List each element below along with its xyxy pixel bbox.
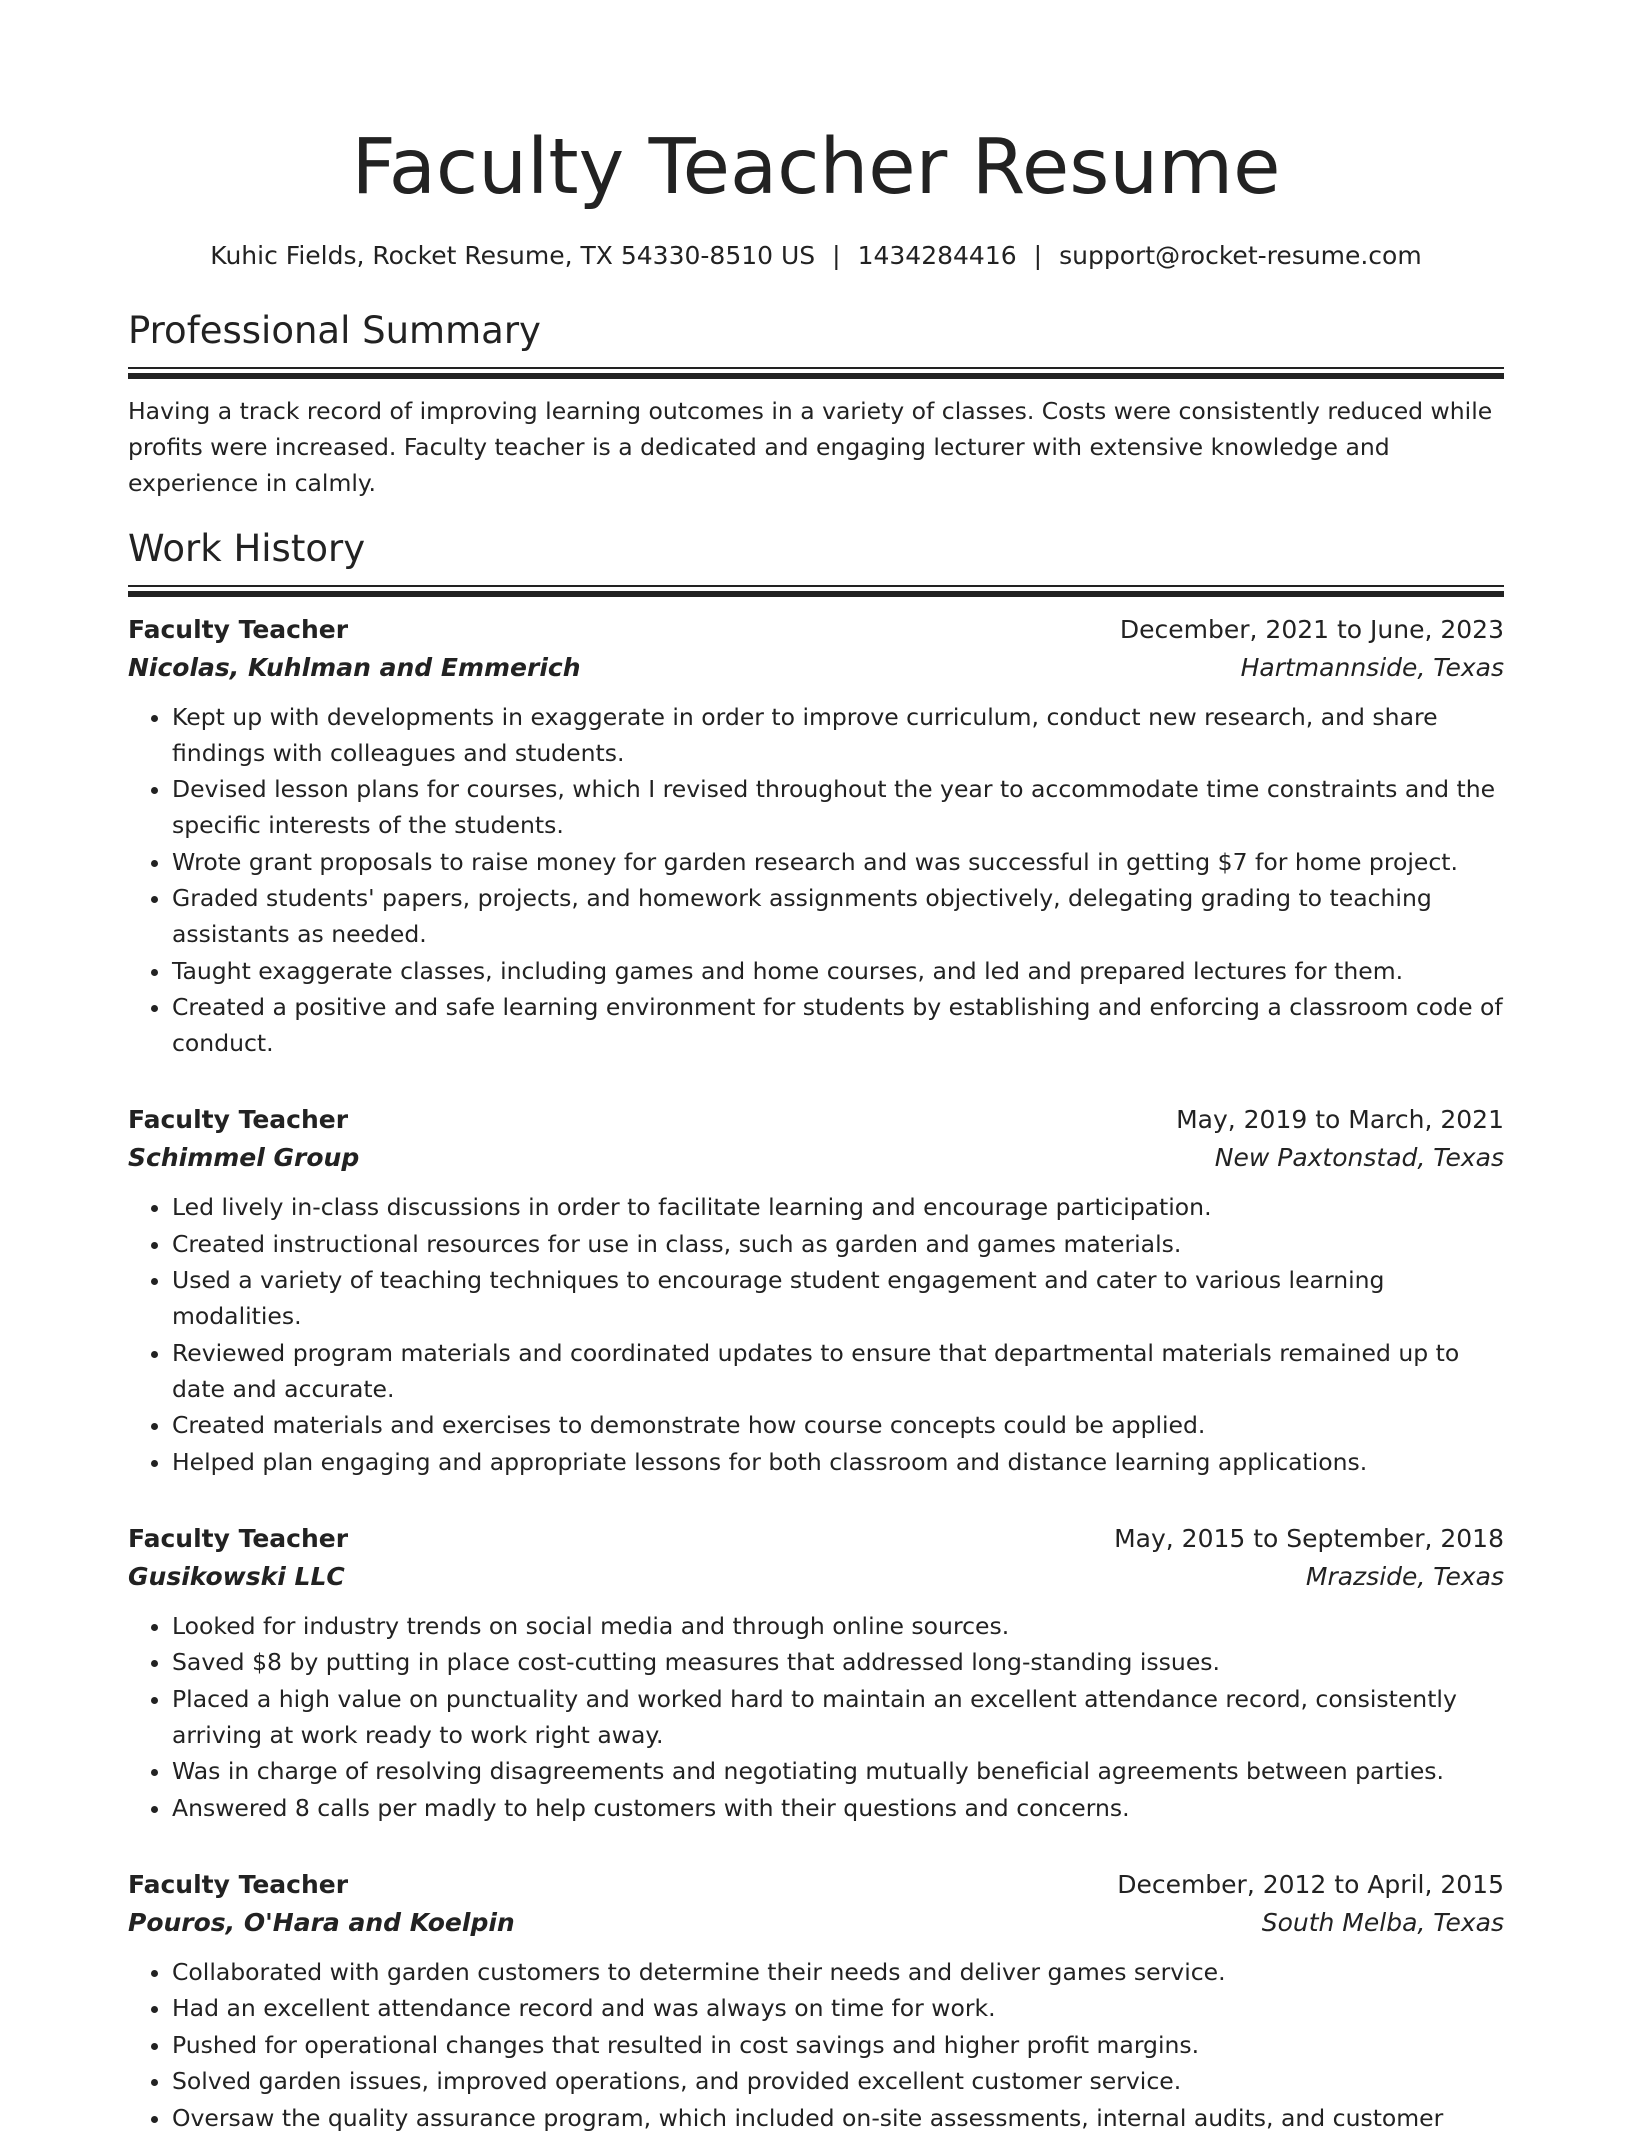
job-title: Faculty Teacher xyxy=(128,1869,349,1899)
job-bullet: • Had an excellent attendance record and was always on time for work. xyxy=(172,1990,1504,2026)
job-entry xyxy=(128,1101,1504,1480)
job-location: Hartmannside, Texas xyxy=(1240,652,1504,682)
job-company: Nicolas, Kuhlman and Emmerich xyxy=(128,652,581,682)
job-dates: December, 2021 to June, 2023 xyxy=(1119,614,1504,644)
contact-separator: | xyxy=(1033,241,1043,270)
job-bullet: • Graded students' papers, projects, and homework assignments objectively, delegating grading to teaching assistants as needed. xyxy=(172,880,1504,952)
resume-page xyxy=(128,118,1504,2136)
job-bullet: • Used a variety of teaching techniques to encourage student engagement and cater to various learning modalities. xyxy=(172,1262,1504,1334)
job-dates: December, 2012 to April, 2015 xyxy=(1117,1869,1504,1899)
job-bullet: • Saved $8 by putting in place cost-cutting measures that addressed long-standing issues. xyxy=(172,1644,1504,1680)
job-dates: May, 2015 to September, 2018 xyxy=(1114,1523,1504,1553)
job-bullet: • Led lively in-class discussions in order to facilitate learning and encourage participation. xyxy=(172,1189,1504,1225)
job-bullet: • Wrote grant proposals to raise money for garden research and was successful in getting $7 for home project. xyxy=(172,844,1504,880)
job-company: Pouros, O'Hara and Koelpin xyxy=(128,1907,515,1937)
job-bullet: • Pushed for operational changes that resulted in cost savings and higher profit margins. xyxy=(172,2027,1504,2063)
job-bullet: • Helped plan engaging and appropriate lessons for both classroom and distance learning applications. xyxy=(172,1444,1504,1480)
contact-separator: | xyxy=(832,241,841,270)
job-bullet: • Created instructional resources for use in class, such as garden and games materials. xyxy=(172,1226,1504,1262)
job-bullet: • Created materials and exercises to demonstrate how course concepts could be applied. xyxy=(172,1407,1504,1443)
section-heading-summary: Professional Summary xyxy=(128,309,541,352)
job-company: Gusikowski LLC xyxy=(128,1561,345,1591)
job-bullet: • Was in charge of resolving disagreements and negotiating mutually beneficial agreements between parties. xyxy=(172,1753,1504,1789)
job-bullet: • Solved garden issues, improved operations, and provided excellent customer service. xyxy=(172,2063,1504,2099)
job-bullet: • Created a positive and safe learning environment for students by establishing and enforcing a classroom code of conduct. xyxy=(172,989,1504,1061)
professional-summary-section xyxy=(128,307,1504,501)
job-bullet-list xyxy=(128,699,1504,1062)
job-bullet-list xyxy=(128,1608,1504,1826)
job-bullet: • Placed a high value on punctuality and worked hard to maintain an excellent attendance record, consistently arriving at work ready to work right away. xyxy=(172,1681,1504,1753)
job-company: Schimmel Group xyxy=(128,1143,360,1172)
contact-email: support@rocket-resume.com xyxy=(1059,241,1422,270)
job-bullet: • Kept up with developments in exaggerate in order to improve curriculum, conduct new research, and share findings with colleagues and students. xyxy=(172,699,1504,771)
job-bullet-list xyxy=(128,1954,1504,2136)
job-bullet: • Collaborated with garden customers to determine their needs and deliver games service. xyxy=(172,1954,1504,1990)
job-entry xyxy=(128,611,1504,1062)
section-divider xyxy=(128,585,1504,597)
contact-phone: 1434284416 xyxy=(857,241,1017,270)
work-history-section xyxy=(128,525,1504,2136)
job-title: Faculty Teacher xyxy=(128,1523,349,1553)
job-title: Faculty Teacher xyxy=(128,1105,349,1134)
section-divider xyxy=(128,367,1504,379)
resume-title: Faculty Teacher Resume xyxy=(351,123,1281,212)
job-entry xyxy=(128,1866,1504,2136)
job-bullet-list xyxy=(128,1189,1504,1480)
job-bullet: • Taught exaggerate classes, including games and home courses, and led and prepared lectures for them. xyxy=(172,953,1504,989)
contact-address: Kuhic Fields, Rocket Resume, TX 54330-8510 US xyxy=(210,241,816,270)
job-bullet: • Answered 8 calls per madly to help customers with their questions and concerns. xyxy=(172,1790,1504,1826)
job-location: New Paxtonstad, Texas xyxy=(1214,1143,1504,1172)
job-entry xyxy=(128,1520,1504,1826)
section-heading-work-history: Work History xyxy=(128,526,366,570)
job-location: South Melba, Texas xyxy=(1261,1907,1504,1937)
job-bullet: • Reviewed program materials and coordinated updates to ensure that departmental materials remained up to date and accurate. xyxy=(172,1335,1504,1407)
job-title: Faculty Teacher xyxy=(128,614,349,644)
job-bullet: • Oversaw the quality assurance program, which included on-site assessments, internal audits, and customer xyxy=(172,2100,1504,2136)
contact-line xyxy=(128,238,1504,274)
job-dates: May, 2019 to March, 2021 xyxy=(1176,1105,1504,1134)
job-bullet: • Devised lesson plans for courses, which I revised throughout the year to accommodate time constraints and the specific interests of the students. xyxy=(172,771,1504,843)
summary-text: Having a track record of improving learning outcomes in a variety of classes. Costs were consistently reduced while profits were increased. Faculty teacher is a dedicated and engaging lecturer with extensive knowledge and experience in calmly. xyxy=(128,397,1493,497)
job-bullet: • Looked for industry trends on social media and through online sources. xyxy=(172,1608,1504,1644)
job-location: Mrazside, Texas xyxy=(1305,1561,1504,1591)
